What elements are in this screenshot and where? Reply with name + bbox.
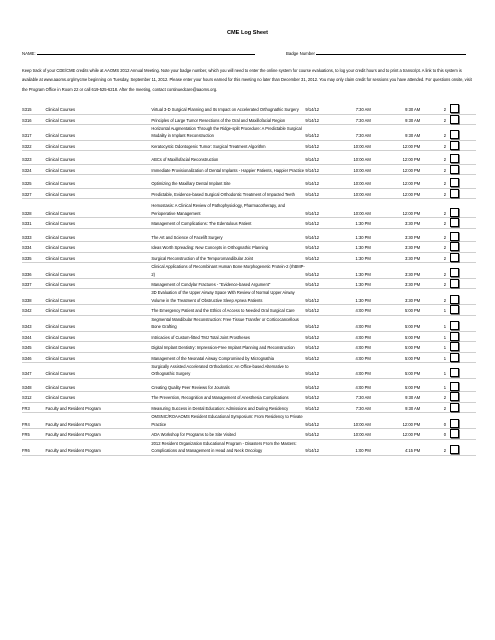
table-row	[22, 352, 476, 363]
table-row	[22, 188, 476, 199]
instructions-paragraph: Keep track of your CDE/CME credits while at AAOMS 2012 Annual Meeting. Note your badge number, which you will need to enter the online system for course evaluations, to log your credit hours and to print a transcript. A link to this system is available at www.aaoms.org/mycme beginning on Tuesday, September 11, 2012. Please enter your hours earned for this meeting no later than December 31, 2012. You may only claim credit for sessions you have attended. For questions onsite, visit the Program Office in Room 22 or call 619-525-6218. After the meeting, contact continuedcare@aaoms.org.	[22, 68, 472, 92]
course-date: 9/14/12	[305, 352, 332, 363]
course-topic: Surgically Assisted Accelerated Orthodontics: An Office-based Alternative to Orthognathic Surgery	[151, 363, 305, 379]
table-row	[22, 305, 476, 316]
name-field[interactable]	[37, 50, 255, 55]
end-time: 12:00 PM	[375, 164, 424, 175]
course-category: Clinical Courses	[46, 352, 152, 363]
course-date: 9/14/12	[305, 315, 332, 331]
course-code: S343	[22, 315, 46, 331]
start-time: 1:30 PM	[332, 289, 374, 305]
start-time: 10:00 AM	[332, 429, 374, 440]
credit-hours: 1	[424, 315, 450, 331]
course-topic: Clinical Applications of Recombinant Human Bone Morphogenetic Protein-2 (rhBMP-2)	[151, 264, 305, 277]
course-code: S335	[22, 252, 46, 263]
course-topic: Principles of Large Tumor Resections of the Oral and Maxillofacial Region	[151, 114, 305, 125]
credit-hours: 2	[424, 242, 450, 253]
table-row	[22, 315, 476, 331]
table-row	[22, 429, 476, 440]
course-code: S327	[22, 188, 46, 199]
attendance-cell	[450, 413, 476, 429]
credit-hours: 2	[424, 392, 450, 403]
course-category: Clinical Courses	[46, 188, 152, 199]
table-row	[22, 164, 476, 175]
credit-hours: 2	[424, 252, 450, 263]
end-time: 5:00 PM	[375, 363, 424, 379]
start-time: 10:00 AM	[332, 140, 374, 151]
course-code: S345	[22, 342, 46, 353]
course-category: Clinical Courses	[46, 342, 152, 353]
attended-checkbox[interactable]	[450, 342, 459, 351]
course-category: Clinical Courses	[46, 263, 152, 279]
end-time: 5:00 PM	[375, 342, 424, 353]
attended-checkbox[interactable]	[450, 368, 459, 377]
start-time: 4:00 PM	[332, 352, 374, 363]
start-time: 10:00 AM	[332, 151, 374, 165]
course-topic: Ideas Worth Spreading: New Concepts in Orthognathic Planning	[151, 242, 305, 253]
course-code: S342	[22, 305, 46, 316]
end-time: 5:00 PM	[375, 378, 424, 392]
course-topic: Horizontal Augmentation Through the Ridge-split Procedure: A Predictable Surgical Modality in Implant Reconstruction	[151, 125, 305, 141]
attendance-cell	[450, 125, 476, 141]
course-category: Faculty and Resident Program	[46, 429, 152, 440]
course-topic: Immediate Provisionalization of Dental Implants - Happier Patients, Happier Practice	[151, 164, 305, 175]
start-time: 1:30 PM	[332, 218, 374, 229]
course-date: 9/14/12	[305, 104, 332, 114]
table-row	[22, 363, 476, 379]
course-code: S347	[22, 363, 46, 379]
course-topic: Virtual 3-D Surgical Planning and Its Impact on Accelerated Orthognathic Surgery	[151, 104, 305, 114]
table-row	[22, 439, 476, 455]
course-topic: Management of Condylar Fractures - "Evidence-based Argument"	[151, 278, 305, 289]
start-time: 4:00 PM	[332, 305, 374, 316]
attendance-cell	[450, 263, 476, 279]
table-row	[22, 278, 476, 289]
course-code: S333	[22, 228, 46, 242]
course-category: Clinical Courses	[46, 140, 152, 151]
course-category: Clinical Courses	[46, 378, 152, 392]
course-code: S323	[22, 151, 46, 165]
table-row	[22, 140, 476, 151]
credit-hours: 1	[424, 305, 450, 316]
attendance-cell	[450, 305, 476, 316]
course-topic: Optimizing the Maxillary Dental Implant Site	[151, 175, 305, 189]
course-topic: ABCs of Maxillofacial Reconstruction	[151, 151, 305, 165]
credit-hours: 2	[424, 188, 450, 199]
end-time: 3:30 PM	[375, 228, 424, 242]
attended-checkbox[interactable]	[450, 189, 459, 198]
course-date: 9/14/12	[305, 228, 332, 242]
attendance-cell	[450, 331, 476, 342]
start-time: 1:30 PM	[332, 252, 374, 263]
end-time: 9:30 AM	[375, 104, 424, 114]
credit-hours: 1	[424, 378, 450, 392]
attended-checkbox[interactable]	[450, 305, 459, 314]
attended-checkbox[interactable]	[450, 382, 459, 391]
end-time: 12:00 PM	[375, 199, 424, 218]
attended-checkbox[interactable]	[450, 419, 459, 428]
attended-checkbox[interactable]	[450, 295, 459, 304]
attended-checkbox[interactable]	[450, 178, 459, 187]
course-code: S322	[22, 140, 46, 151]
course-date: 9/14/12	[305, 439, 332, 455]
table-row	[22, 331, 476, 342]
attended-checkbox[interactable]	[450, 279, 459, 288]
course-date: 9/14/12	[305, 378, 332, 392]
table-row	[22, 218, 476, 229]
attended-checkbox[interactable]	[450, 218, 459, 227]
credit-hours: 2	[424, 175, 450, 189]
attendance-cell	[450, 104, 476, 114]
table-row	[22, 242, 476, 253]
end-time: 3:30 PM	[375, 218, 424, 229]
credit-hours: 2	[424, 125, 450, 141]
attended-checkbox[interactable]	[450, 104, 459, 113]
course-topic: Creating Quality Peer Reviews for Journals	[151, 378, 305, 392]
attended-checkbox[interactable]	[450, 253, 459, 262]
end-time: 9:30 AM	[375, 402, 424, 413]
end-time: 4:15 PM	[375, 439, 424, 455]
start-time: 7:30 AM	[332, 392, 374, 403]
course-code: S316	[22, 114, 46, 125]
course-code: S346	[22, 352, 46, 363]
course-date: 9/14/12	[305, 413, 332, 429]
table-row	[22, 228, 476, 242]
start-time: 7:30 AM	[332, 114, 374, 125]
attendance-cell	[450, 363, 476, 379]
course-code: FR5	[22, 429, 46, 440]
course-code: S324	[22, 164, 46, 175]
course-topic: Intricacies of Custom-fitted TMJ Total Joint Prostheses	[151, 331, 305, 342]
attendance-cell	[450, 228, 476, 242]
course-date: 9/14/12	[305, 363, 332, 379]
end-time: 3:30 PM	[375, 242, 424, 253]
course-date: 9/14/12	[305, 289, 332, 305]
start-time: 4:00 PM	[332, 378, 374, 392]
course-code: S325	[22, 175, 46, 189]
start-time: 10:00 AM	[332, 413, 374, 429]
attendance-cell	[450, 218, 476, 229]
attendance-cell	[450, 252, 476, 263]
course-code: FR3	[22, 402, 46, 413]
table-row	[22, 413, 476, 429]
attendance-cell	[450, 315, 476, 331]
course-topic: OMSNIC/ROAAOMS Resident Educational Symposium: From Residency to Private Practice	[151, 413, 305, 429]
course-code: S331	[22, 218, 46, 229]
attended-checkbox[interactable]	[450, 321, 459, 330]
table-row	[22, 125, 476, 141]
end-time: 9:30 AM	[375, 125, 424, 141]
credit-hours: 2	[424, 140, 450, 151]
end-time: 5:00 PM	[375, 331, 424, 342]
credit-hours: 0	[424, 413, 450, 429]
course-topic: The Prevention, Recognition and Management of Anesthesia Complications	[151, 392, 305, 403]
course-topic: Keratocystic Odontogenic Tumor: Surgical Treatment Algorithm	[151, 140, 305, 151]
end-time: 12:00 PM	[375, 413, 424, 429]
table-row	[22, 263, 476, 279]
table-row	[22, 199, 476, 218]
course-date: 9/14/12	[305, 392, 332, 403]
course-category: Clinical Courses	[46, 228, 152, 242]
attended-checkbox[interactable]	[450, 392, 459, 401]
table-row	[22, 342, 476, 353]
attendance-cell	[450, 164, 476, 175]
credit-hours: 2	[424, 263, 450, 279]
course-category: Clinical Courses	[46, 363, 152, 379]
course-category: Clinical Courses	[46, 315, 152, 331]
attendance-cell	[450, 242, 476, 253]
attendance-cell	[450, 392, 476, 403]
table-row	[22, 289, 476, 305]
start-time: 10:00 AM	[332, 175, 374, 189]
start-time: 7:30 AM	[332, 104, 374, 114]
course-code: S338	[22, 289, 46, 305]
attendance-cell	[450, 188, 476, 199]
attended-checkbox[interactable]	[450, 130, 459, 139]
end-time: 3:30 PM	[375, 263, 424, 279]
attendance-cell	[450, 151, 476, 165]
course-category: Clinical Courses	[46, 331, 152, 342]
attendance-cell	[450, 378, 476, 392]
credit-hours: 2	[424, 104, 450, 114]
start-time: 1:30 PM	[332, 278, 374, 289]
course-date: 9/14/12	[305, 151, 332, 165]
course-code: S337	[22, 278, 46, 289]
course-category: Clinical Courses	[46, 278, 152, 289]
course-table	[22, 104, 476, 456]
name-label: NAME:	[22, 51, 36, 56]
credit-hours: 2	[424, 151, 450, 165]
credit-hours: 1	[424, 331, 450, 342]
course-date: 9/14/12	[305, 429, 332, 440]
attended-checkbox[interactable]	[450, 165, 459, 174]
course-date: 9/14/12	[305, 278, 332, 289]
attendance-cell	[450, 140, 476, 151]
attendance-cell	[450, 175, 476, 189]
table-row	[22, 252, 476, 263]
course-date: 9/14/12	[305, 263, 332, 279]
course-category: Clinical Courses	[46, 125, 152, 141]
attended-checkbox[interactable]	[450, 242, 459, 251]
course-category: Clinical Courses	[46, 242, 152, 253]
start-time: 4:00 PM	[332, 315, 374, 331]
badge-label: Badge Number	[286, 51, 315, 56]
attended-checkbox[interactable]	[450, 232, 459, 241]
table-row	[22, 104, 476, 114]
start-time: 1:30 PM	[332, 242, 374, 253]
badge-number-field[interactable]	[316, 50, 466, 55]
credit-hours: 1	[424, 352, 450, 363]
course-topic: Management of Complications: The Edentulous Patient	[151, 218, 305, 229]
end-time: 9:30 AM	[375, 114, 424, 125]
attended-checkbox[interactable]	[450, 353, 459, 362]
table-row	[22, 378, 476, 392]
course-topic: Digital Implant Dentistry: Impression-Free Implant Planning and Reconstruction	[151, 342, 305, 353]
course-code: S334	[22, 242, 46, 253]
course-topic: 3D Evaluation of the Upper Airway Space With Review of Normal Upper Airway Volume in the Treatment of Obstructive Sleep Apnea Patients	[151, 289, 305, 305]
attended-checkbox[interactable]	[450, 115, 459, 124]
attended-checkbox[interactable]	[450, 403, 459, 412]
course-topic: ADA Workshop for Programs to be Site Visited	[151, 429, 305, 440]
course-topic: 2012 Resident Organization Educational Program - Disasters From the Masters: Complications and Management in Head and Neck Oncology	[151, 439, 305, 455]
credit-hours: 2	[424, 402, 450, 413]
course-topic: Management of the Neonatal Airway Compromised by Micrognathia	[151, 352, 305, 363]
start-time: 1:30 PM	[332, 228, 374, 242]
end-time: 12:00 PM	[375, 188, 424, 199]
name-line	[22, 50, 255, 56]
course-category: Clinical Courses	[46, 151, 152, 165]
credit-hours: 2	[424, 114, 450, 125]
end-time: 3:30 PM	[375, 252, 424, 263]
course-date: 9/14/12	[305, 199, 332, 218]
start-time: 4:00 PM	[332, 363, 374, 379]
credit-hours: 1	[424, 342, 450, 353]
course-topic: Surgical Reconstruction of the Temporomandibular Joint	[151, 252, 305, 263]
course-category: Clinical Courses	[46, 164, 152, 175]
credit-hours: 2	[424, 218, 450, 229]
attendance-cell	[450, 199, 476, 218]
end-time: 5:00 PM	[375, 315, 424, 331]
page-title: CME Log Sheet	[226, 30, 269, 36]
course-code: FR4	[22, 413, 46, 429]
course-date: 9/14/12	[305, 164, 332, 175]
course-category: Clinical Courses	[46, 175, 152, 189]
course-date: 9/14/12	[305, 188, 332, 199]
start-time: 1:00 PM	[332, 439, 374, 455]
course-date: 9/14/12	[305, 242, 332, 253]
table-row	[22, 175, 476, 189]
credit-hours: 1	[424, 363, 450, 379]
credit-hours: 2	[424, 164, 450, 175]
course-date: 9/14/12	[305, 218, 332, 229]
credit-hours: 0	[424, 429, 450, 440]
attendance-cell	[450, 289, 476, 305]
course-code: S344	[22, 331, 46, 342]
start-time: 7:30 AM	[332, 402, 374, 413]
course-topic: Measuring Success in Dental Education: Admissions and During Residency	[151, 402, 305, 413]
start-time: 10:00 AM	[332, 199, 374, 218]
credit-hours: 2	[424, 439, 450, 455]
course-category: Faculty and Resident Program	[46, 439, 152, 455]
attendance-cell	[450, 352, 476, 363]
end-time: 3:30 PM	[375, 278, 424, 289]
end-time: 5:00 PM	[375, 305, 424, 316]
course-code: S336	[22, 263, 46, 279]
course-date: 9/14/12	[305, 125, 332, 141]
credit-hours: 2	[424, 199, 450, 218]
course-category: Clinical Courses	[46, 392, 152, 403]
course-category: Clinical Courses	[46, 218, 152, 229]
table-row	[22, 151, 476, 165]
course-code: S328	[22, 199, 46, 218]
course-date: 9/14/12	[305, 175, 332, 189]
badge-line	[286, 50, 466, 56]
attended-checkbox[interactable]	[450, 141, 459, 150]
end-time: 5:00 PM	[375, 352, 424, 363]
start-time: 10:00 AM	[332, 164, 374, 175]
course-date: 9/14/12	[305, 342, 332, 353]
course-code: S317	[22, 125, 46, 141]
course-topic: The Art and Science of Facelift Surgery	[151, 228, 305, 242]
course-date: 9/14/12	[305, 402, 332, 413]
course-category: Faculty and Resident Program	[46, 413, 152, 429]
course-code: S315	[22, 104, 46, 114]
end-time: 12:00 PM	[375, 429, 424, 440]
start-time: 1:30 PM	[332, 263, 374, 279]
credit-hours: 2	[424, 278, 450, 289]
credit-hours: 2	[424, 228, 450, 242]
course-topic: Predictable, Evidence-based Surgical Orthodontic Treatment of Impacted Teeth	[151, 188, 305, 199]
attended-checkbox[interactable]	[450, 332, 459, 341]
start-time: 7:30 AM	[332, 125, 374, 141]
end-time: 12:00 PM	[375, 175, 424, 189]
course-code: FR6	[22, 439, 46, 455]
attended-checkbox[interactable]	[450, 445, 459, 454]
course-date: 9/14/12	[305, 252, 332, 263]
attendance-cell	[450, 402, 476, 413]
table-row	[22, 402, 476, 413]
end-time: 9:30 AM	[375, 392, 424, 403]
course-topic: Hemostasis: A Clinical Review of Pathophysiology, Pharmacotherapy, and Perioperative Management	[151, 199, 305, 218]
end-time: 12:00 PM	[375, 151, 424, 165]
attended-checkbox[interactable]	[450, 208, 459, 217]
course-category: Clinical Courses	[46, 199, 152, 218]
attendance-cell	[450, 429, 476, 440]
course-date: 9/14/12	[305, 305, 332, 316]
attendance-cell	[450, 342, 476, 353]
course-date: 9/14/12	[305, 140, 332, 151]
table-row	[22, 114, 476, 125]
attendance-cell	[450, 114, 476, 125]
start-time: 4:00 PM	[332, 342, 374, 353]
course-topic: Segmental Mandibular Reconstruction: Free Tissue Transfer or Corticocancellous Bone Grafting	[151, 315, 305, 331]
start-time: 10:00 AM	[332, 188, 374, 199]
course-category: Faculty and Resident Program	[46, 402, 152, 413]
credit-hours: 2	[424, 289, 450, 305]
course-category: Clinical Courses	[46, 104, 152, 114]
attended-checkbox[interactable]	[450, 154, 459, 163]
end-time: 12:00 PM	[375, 140, 424, 151]
attended-checkbox[interactable]	[450, 268, 459, 277]
start-time: 4:00 PM	[332, 331, 374, 342]
course-date: 9/14/12	[305, 114, 332, 125]
course-date: 9/14/12	[305, 331, 332, 342]
course-category: Clinical Courses	[46, 305, 152, 316]
course-category: Clinical Courses	[46, 289, 152, 305]
table-row	[22, 392, 476, 403]
attended-checkbox[interactable]	[450, 429, 459, 438]
attendance-cell	[450, 439, 476, 455]
end-time: 3:30 PM	[375, 289, 424, 305]
course-category: Clinical Courses	[46, 252, 152, 263]
course-topic: The Emergency Patient and the Ethics of Access to Needed Oral Surgical Care	[151, 305, 305, 316]
course-code: S348	[22, 378, 46, 392]
course-category: Clinical Courses	[46, 114, 152, 125]
attendance-cell	[450, 278, 476, 289]
course-code: S312	[22, 392, 46, 403]
